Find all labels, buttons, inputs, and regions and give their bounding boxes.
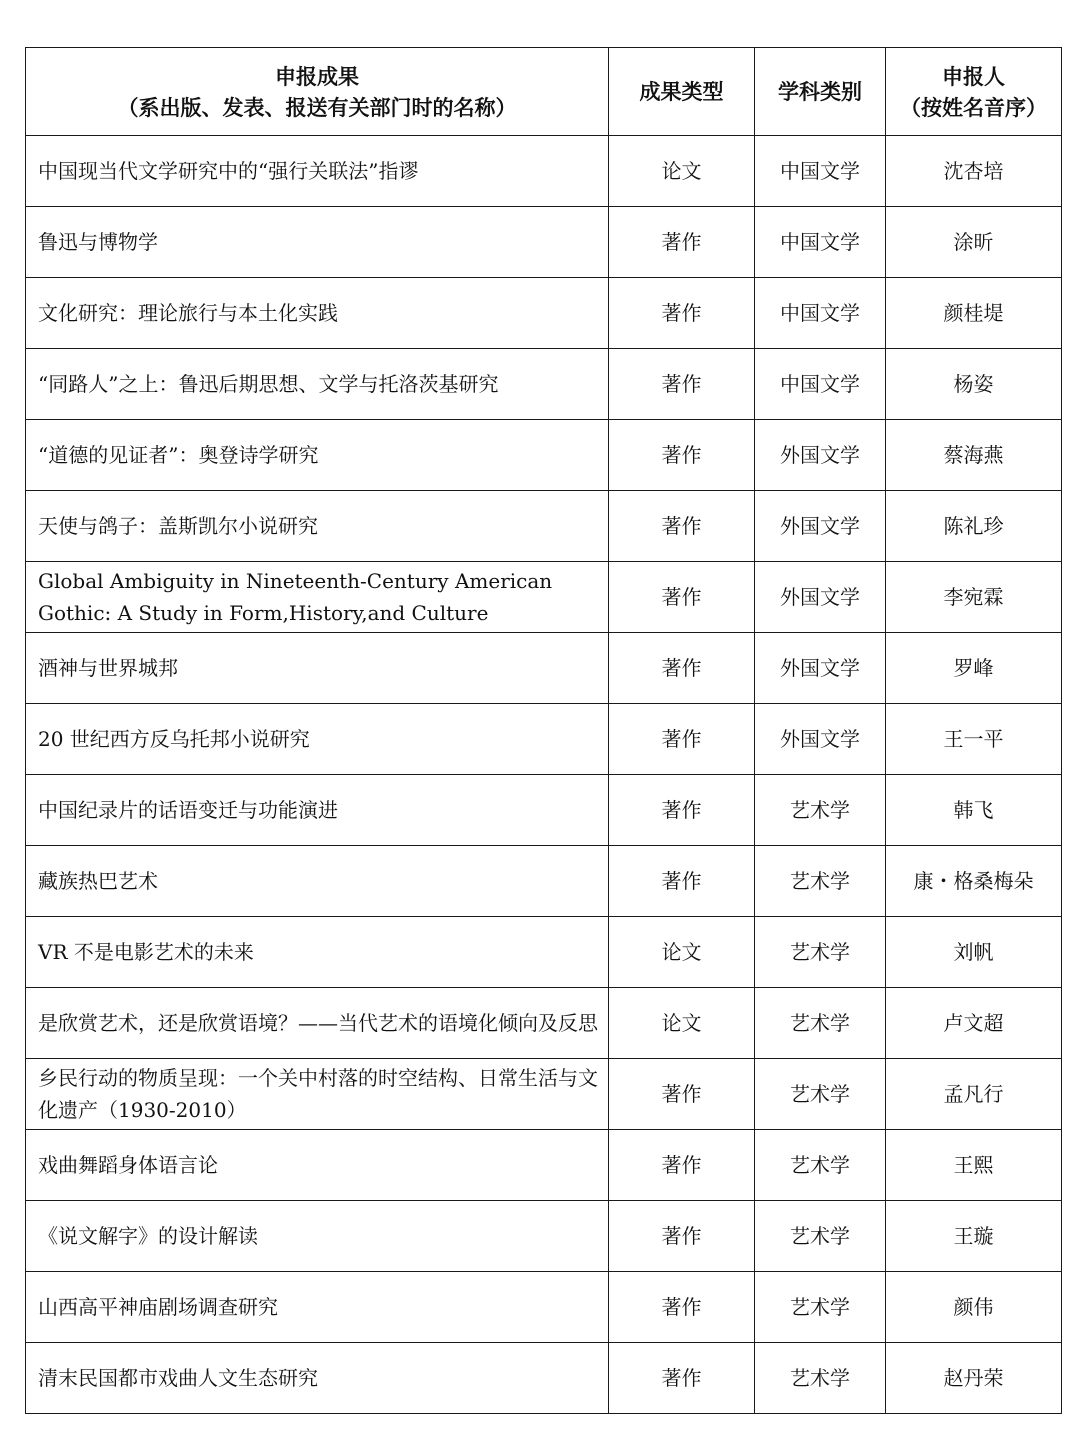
cell-discipline: 艺术学 [755, 1130, 886, 1201]
cell-discipline: 外国文学 [755, 491, 886, 562]
cell-discipline: 中国文学 [755, 207, 886, 278]
header-discipline: 学科类别 [755, 48, 886, 136]
cell-type: 著作 [609, 1201, 755, 1272]
cell-title: 藏族热巴艺术 [26, 846, 609, 917]
cell-type: 著作 [609, 207, 755, 278]
cell-discipline: 艺术学 [755, 1201, 886, 1272]
table-row [26, 420, 1062, 491]
cell-discipline: 艺术学 [755, 1343, 886, 1414]
cell-discipline: 外国文学 [755, 633, 886, 704]
table-row [26, 1059, 1062, 1130]
cell-title: 《说文解字》的设计解读 [26, 1201, 609, 1272]
cell-discipline: 艺术学 [755, 917, 886, 988]
table-row [26, 207, 1062, 278]
cell-applicant: 颜伟 [886, 1272, 1062, 1343]
cell-title: VR 不是电影艺术的未来 [26, 917, 609, 988]
cell-title: “道德的见证者”：奥登诗学研究 [26, 420, 609, 491]
cell-applicant: 蔡海燕 [886, 420, 1062, 491]
cell-applicant: 沈杏培 [886, 136, 1062, 207]
table-row [26, 1272, 1062, 1343]
cell-title: 中国纪录片的话语变迁与功能演进 [26, 775, 609, 846]
table-row [26, 988, 1062, 1059]
table-row [26, 1201, 1062, 1272]
table-row [26, 775, 1062, 846]
cell-applicant: 杨姿 [886, 349, 1062, 420]
cell-title: 20 世纪西方反乌托邦小说研究 [26, 704, 609, 775]
table-row [26, 633, 1062, 704]
table-row [26, 491, 1062, 562]
cell-discipline: 艺术学 [755, 988, 886, 1059]
header-applicant-note: （按姓名音序） [900, 94, 1047, 120]
cell-discipline: 外国文学 [755, 562, 886, 633]
cell-type: 著作 [609, 562, 755, 633]
cell-title: 文化研究：理论旅行与本土化实践 [26, 278, 609, 349]
header-applicant [886, 48, 1062, 136]
header-row [26, 48, 1062, 136]
cell-type: 著作 [609, 1343, 755, 1414]
cell-discipline: 艺术学 [755, 1059, 886, 1130]
cell-title: “同路人”之上：鲁迅后期思想、文学与托洛茨基研究 [26, 349, 609, 420]
cell-title: 山西高平神庙剧场调查研究 [26, 1272, 609, 1343]
cell-title: 鲁迅与博物学 [26, 207, 609, 278]
cell-applicant: 王璇 [886, 1201, 1062, 1272]
table-body [26, 136, 1062, 1414]
cell-applicant: 卢文超 [886, 988, 1062, 1059]
cell-type: 著作 [609, 1059, 755, 1130]
cell-discipline: 中国文学 [755, 349, 886, 420]
header-achievement [26, 48, 609, 136]
cell-type: 著作 [609, 633, 755, 704]
cell-type: 著作 [609, 775, 755, 846]
cell-applicant: 颜桂堤 [886, 278, 1062, 349]
cell-discipline: 外国文学 [755, 420, 886, 491]
table-row [26, 349, 1062, 420]
cell-applicant: 王熙 [886, 1130, 1062, 1201]
table-row [26, 846, 1062, 917]
cell-applicant: 涂昕 [886, 207, 1062, 278]
cell-title: Global Ambiguity in Nineteenth-Century American Gothic: A Study in Form,History,and Culture [26, 562, 609, 633]
header-applicant-label: 申报人 [942, 63, 1005, 89]
cell-type: 论文 [609, 136, 755, 207]
cell-discipline: 艺术学 [755, 846, 886, 917]
table-row [26, 1130, 1062, 1201]
achievements-table [25, 47, 1062, 1414]
cell-applicant: 陈礼珍 [886, 491, 1062, 562]
table-header [26, 48, 1062, 136]
table-row [26, 1343, 1062, 1414]
table-row [26, 562, 1062, 633]
table-row [26, 704, 1062, 775]
cell-discipline: 艺术学 [755, 775, 886, 846]
cell-title: 天使与鸽子：盖斯凯尔小说研究 [26, 491, 609, 562]
cell-applicant: 罗峰 [886, 633, 1062, 704]
cell-applicant: 李宛霖 [886, 562, 1062, 633]
cell-title: 酒神与世界城邦 [26, 633, 609, 704]
cell-type: 著作 [609, 1130, 755, 1201]
cell-title: 戏曲舞蹈身体语言论 [26, 1130, 609, 1201]
table-row [26, 917, 1062, 988]
cell-type: 论文 [609, 988, 755, 1059]
cell-applicant: 刘帆 [886, 917, 1062, 988]
cell-type: 著作 [609, 491, 755, 562]
cell-type: 著作 [609, 349, 755, 420]
cell-discipline: 中国文学 [755, 136, 886, 207]
header-achievement-note: （系出版、发表、报送有关部门时的名称） [117, 94, 517, 120]
cell-type: 著作 [609, 420, 755, 491]
cell-title: 清末民国都市戏曲人文生态研究 [26, 1343, 609, 1414]
cell-applicant: 赵丹荣 [886, 1343, 1062, 1414]
cell-type: 论文 [609, 917, 755, 988]
cell-applicant: 孟凡行 [886, 1059, 1062, 1130]
table-row [26, 278, 1062, 349]
cell-type: 著作 [609, 278, 755, 349]
cell-type: 著作 [609, 1272, 755, 1343]
cell-type: 著作 [609, 846, 755, 917]
cell-title: 是欣赏艺术，还是欣赏语境？——当代艺术的语境化倾向及反思 [26, 988, 609, 1059]
cell-discipline: 艺术学 [755, 1272, 886, 1343]
cell-discipline: 外国文学 [755, 704, 886, 775]
header-type: 成果类型 [609, 48, 755, 136]
cell-applicant: 韩飞 [886, 775, 1062, 846]
header-achievement-label: 申报成果 [275, 63, 359, 89]
cell-type: 著作 [609, 704, 755, 775]
cell-applicant: 王一平 [886, 704, 1062, 775]
cell-applicant: 康・格桑梅朵 [886, 846, 1062, 917]
cell-discipline: 中国文学 [755, 278, 886, 349]
table-row [26, 136, 1062, 207]
cell-title: 乡民行动的物质呈现：一个关中村落的时空结构、日常生活与文化遗产（1930-2010） [26, 1059, 609, 1130]
cell-title: 中国现当代文学研究中的“强行关联法”指谬 [26, 136, 609, 207]
